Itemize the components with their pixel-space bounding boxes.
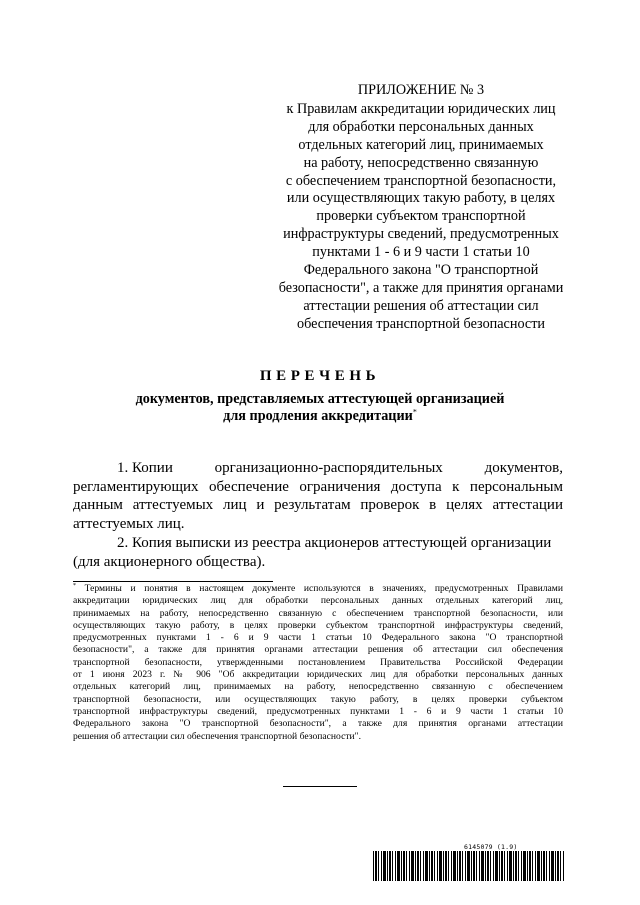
appendix-line: отдельных категорий лиц, принимаемых — [298, 136, 544, 153]
footnote-line: транспортной безопасности, утвержденными постановлением Правительства Российской Федерации — [73, 656, 563, 668]
footnote-line: принимаемых на работу, непосредственно связанную с обеспечением транспортной безопасности, или — [73, 607, 563, 619]
footnote-line: от 1 июня 2023 г. № 906 "Об аккредитации юридических лиц для обработки персональных данных — [73, 669, 563, 681]
document-subtitle — [0, 391, 640, 425]
appendix-header — [256, 82, 586, 334]
item-1-word: 1. Копии — [117, 460, 173, 476]
footnote-marker: * — [73, 582, 76, 589]
appendix-line: или осуществляющих такую работу, в целях — [286, 190, 556, 207]
document-title: ПЕРЕЧЕНЬ — [259, 368, 381, 384]
appendix-line: обеспечения транспортной безопасности — [296, 315, 545, 332]
item-1-line: аттестуемых лиц. — [73, 516, 185, 533]
subtitle-line-1: документов, представляемых аттестующей организацией — [135, 391, 505, 407]
appendix-line: к Правилам аккредитации юридических лиц — [286, 100, 556, 117]
footnote-line: отдельных категорий лиц, принимаемых на работу, непосредственно связанную с обеспечением — [73, 681, 563, 693]
appendix-line: безопасности", а также для принятия органами — [278, 279, 564, 296]
item-1-word: документов, — [484, 460, 563, 476]
appendix-line: аттестации решения об аттестации сил — [303, 297, 539, 314]
item-1-first-line — [73, 459, 563, 478]
footnote-line: аккредитации юридических лиц для обработки персональных данных отдельных категорий лиц, — [73, 595, 563, 607]
item-2-line: 2. Копия выписки из реестра акционеров аттестующей организации — [117, 534, 552, 551]
footnote-line: предусмотренных пунктами 1 - 6 и 9 части 1 статьи 10 Федерального закона "О транспортной — [73, 632, 563, 644]
footnote-line-text: Термины и понятия в настоящем документе используются в значениях, предусмотренных Правилами — [84, 583, 563, 594]
appendix-title: ПРИЛОЖЕНИЕ № 3 — [357, 82, 485, 98]
footnote-line: решения об аттестации сил обеспечения транспортной безопасности". — [73, 730, 361, 742]
appendix-line: Федерального закона "О транспортной — [303, 262, 539, 279]
item-1-word: организационно-распорядительных — [214, 460, 443, 476]
footnote-reference-mark: * — [412, 407, 417, 417]
footnote-separator — [73, 581, 273, 582]
appendix-line: для обработки персональных данных — [308, 118, 534, 135]
appendix-line: инфраструктуры сведений, предусмотренных — [283, 226, 559, 243]
barcode-number: 6145079 (1.9) — [464, 843, 518, 851]
barcode-image — [373, 851, 565, 881]
footnote-line — [73, 583, 563, 595]
appendix-line: пунктами 1 - 6 и 9 части 1 статьи 10 — [312, 244, 530, 261]
item-2-line: (для акционерного общества). — [73, 553, 266, 570]
footnote-line: транспортной безопасности, или осуществляющих такую работу, в целях проверки субъектом — [73, 693, 563, 705]
item-1-line: данным аттестуемых лиц и результатам проверок в целях аттестации — [73, 497, 563, 514]
footnote-line: транспортной инфраструктуры сведений, предусмотренных пунктами 1 - 6 и 9 части 1 статьи 10 — [73, 705, 563, 717]
item-1-line: регламентирующих обеспечение ограничения доступа к персональным — [73, 478, 563, 495]
footnote-line: Федерального закона "О транспортной безопасности", а также для принятия органами аттестации — [73, 718, 563, 730]
end-separator — [283, 786, 357, 787]
subtitle-line-2-text: для продления аккредитации — [223, 408, 413, 424]
appendix-line: проверки субъектом транспортной — [316, 208, 526, 225]
footnote-line: осуществляющих такую работу, в целях проверки субъектом транспортной инфраструктуры сведений, — [73, 619, 563, 631]
appendix-line: на работу, непосредственно связанную — [303, 154, 539, 171]
subtitle-line-2 — [0, 408, 640, 425]
document-body — [73, 459, 563, 571]
footnote — [73, 583, 563, 743]
appendix-line: с обеспечением транспортной безопасности, — [285, 172, 557, 189]
footnote-line: безопасности", а также для принятия органами аттестации решения об аттестации сил обеспечения — [73, 644, 563, 656]
